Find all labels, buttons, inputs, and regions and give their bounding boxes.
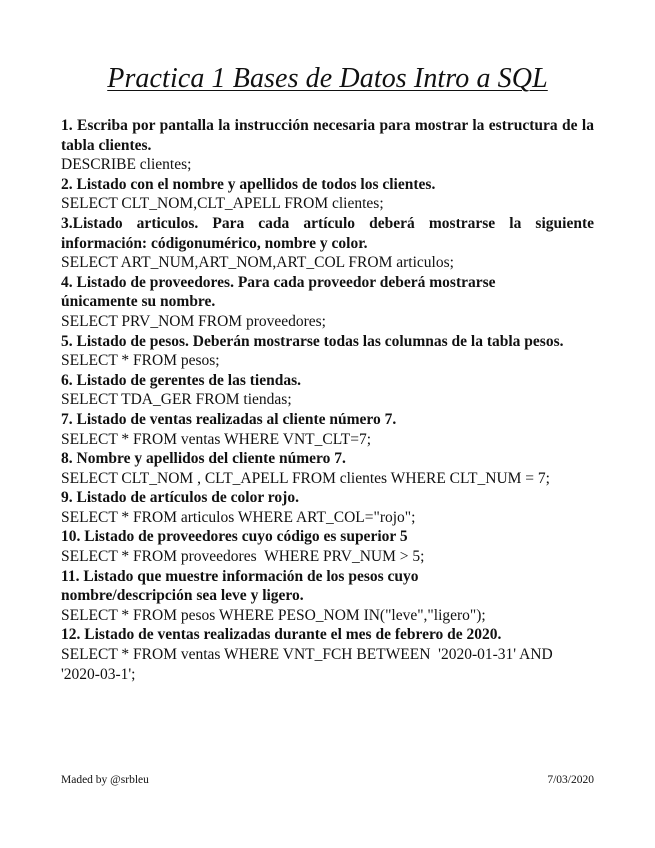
question-12: 12. Listado de ventas realizadas durante el mes de febrero de 2020. (61, 626, 502, 644)
answer-4: SELECT PRV_NOM FROM proveedores; (61, 312, 326, 330)
answer-1: DESCRIBE clientes; (61, 156, 192, 174)
question-9: 9. Listado de artículos de color rojo. (61, 489, 299, 507)
answer-9: SELECT * FROM articulos WHERE ART_COL="rojo"; (61, 508, 416, 526)
exercise-list (61, 116, 594, 684)
footer-author: Maded by @srbleu (61, 774, 149, 786)
question-10: 10. Listado de proveedores cuyo código es superior 5 (61, 528, 408, 546)
answer-12: SELECT * FROM ventas WHERE VNT_FCH BETWEEN '2020-01-31' AND '2020-03-1'; (61, 646, 557, 683)
page-title: Practica 1 Bases de Datos Intro a SQL (107, 63, 548, 94)
answer-10: SELECT * FROM proveedores WHERE PRV_NUM > 5; (61, 548, 425, 566)
answer-5: SELECT * FROM pesos; (61, 352, 220, 370)
question-1: 1. Escriba por pantalla la instrucción necesaria para mostrar la estructura de la tabla clientes. (61, 117, 594, 154)
answer-6: SELECT TDA_GER FROM tiendas; (61, 391, 292, 409)
question-3: 3.Listado articulos. Para cada artículo deberá mostrarse la siguiente información: códigonumérico, nombre y color. (61, 214, 594, 252)
footer-date: 7/03/2020 (547, 774, 594, 786)
question-5: 5. Listado de pesos. Deberán mostrarse todas las columnas de la tabla pesos. (61, 332, 564, 350)
question-7: 7. Listado de ventas realizadas al cliente número 7. (61, 410, 397, 428)
question-6: 6. Listado de gerentes de las tiendas. (61, 371, 301, 389)
question-2: 2. Listado con el nombre y apellidos de todos los clientes. (61, 175, 436, 193)
answer-3: SELECT ART_NUM,ART_NOM,ART_COL FROM articulos; (61, 254, 454, 272)
answer-8: SELECT CLT_NOM , CLT_APELL FROM clientes WHERE CLT_NUM = 7; (61, 469, 550, 487)
question-4: 4. Listado de proveedores. Para cada proveedor deberá mostrarse únicamente su nombre. (61, 273, 496, 311)
question-11: 11. Listado que muestre información de los pesos cuyo nombre/descripción sea leve y ligero. (61, 567, 419, 605)
question-8: 8. Nombre y apellidos del cliente número 7. (61, 450, 346, 468)
answer-2: SELECT CLT_NOM,CLT_APELL FROM clientes; (61, 195, 384, 213)
answer-7: SELECT * FROM ventas WHERE VNT_CLT=7; (61, 430, 371, 448)
answer-11: SELECT * FROM pesos WHERE PESO_NOM IN("leve","ligero"); (61, 606, 486, 624)
